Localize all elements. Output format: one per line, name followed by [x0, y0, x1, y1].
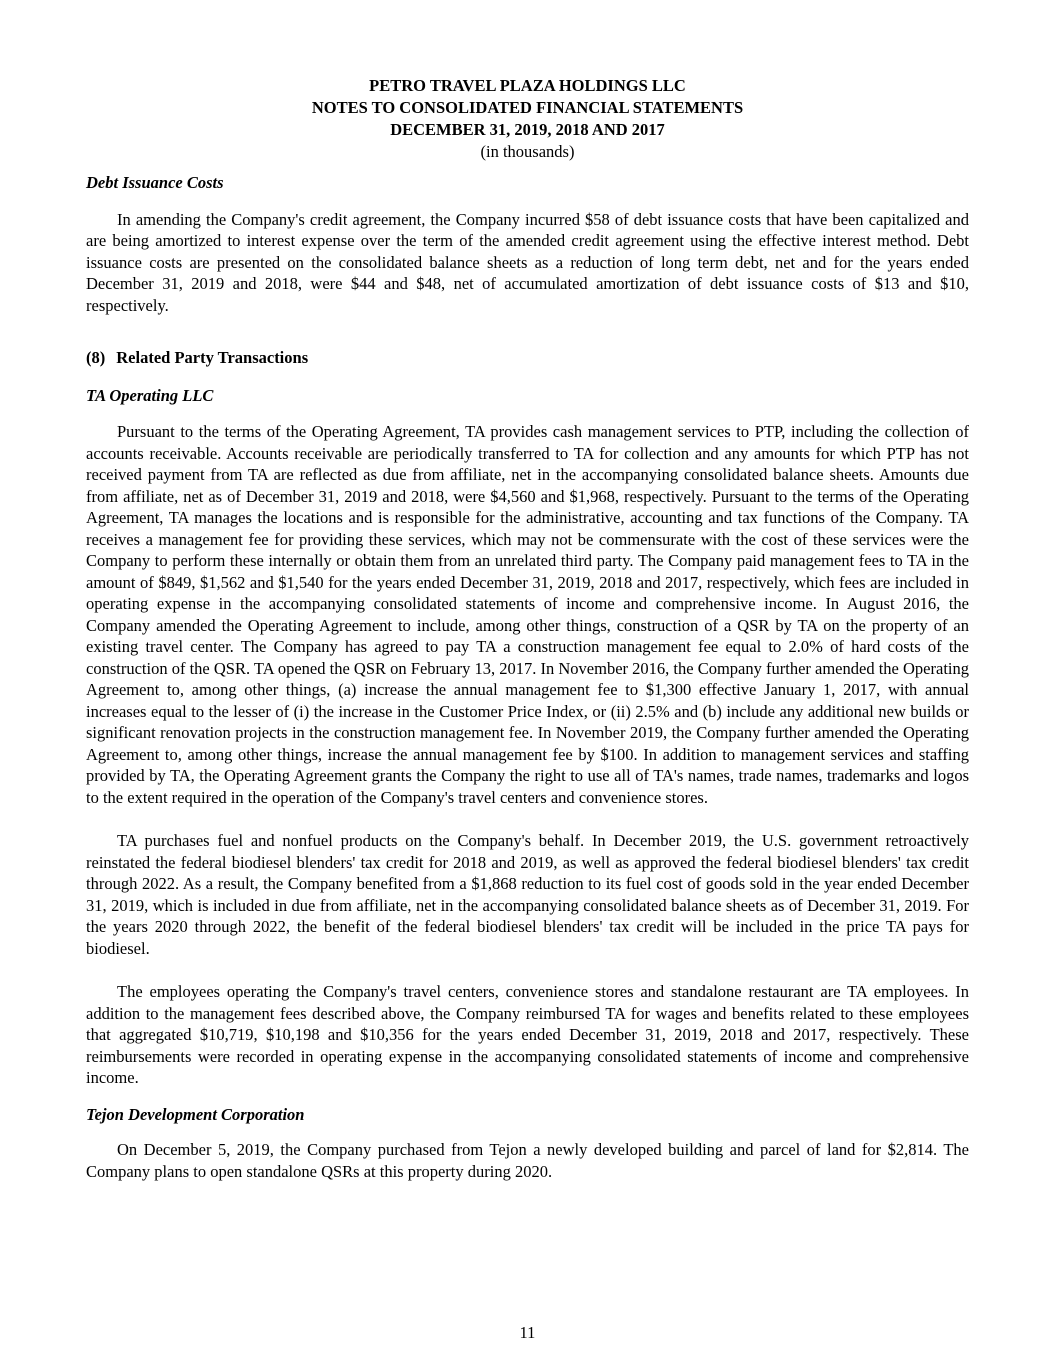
tejon-development-paragraph: On December 5, 2019, the Company purchased from Tejon a newly developed building and parcel of land for $2,814. The Company plans to open standalone QSRs at this property during 2020.	[86, 1140, 969, 1181]
section-number: (8)	[86, 348, 106, 367]
company-name: PETRO TRAVEL PLAZA HOLDINGS LLC	[369, 76, 686, 95]
ta-operating-llc-heading: TA Operating LLC	[86, 385, 214, 405]
section-title: Related Party Transactions	[116, 348, 309, 367]
tejon-development-heading: Tejon Development Corporation	[86, 1104, 305, 1124]
section-debt-issuance-costs	[86, 172, 969, 316]
section-related-party-transactions	[86, 347, 969, 1182]
ta-operating-paragraph-1: Pursuant to the terms of the Operating Agreement, TA provides cash management services to PTP, including the collection of accounts receivable. Accounts receivable are periodically transferred to TA for collection and any amounts for which PTP has not received payment from TA are reflected as due from affiliate, net in the accompanying consolidated balance sheets. Amounts due from affiliate, net as of December 31, 2019 and 2018, were $4,560 and $1,968, respectively. Pursuant to the terms of the Operating Agreement, TA manages the locations and is responsible for the administrative, accounting and tax functions of the Company. TA receives a management fee for providing these services, which may not be commensurate with the cost of these services were the Company to perform these internally or obtain them from an unrelated third party. The Company paid management fees to TA in the amount of $849, $1,562 and $1,540 for the years ended December 31, 2019, 2018 and 2017, respectively, which fees are included in operating expense in the accompanying consolidated statements of income and comprehensive income. In August 2016, the Company amended the Operating Agreement to include, among other things, construction of a QSR by TA on the property of an existing travel center. The Company has agreed to pay TA a construction management fee equal to 2.0% of hard costs of the construction of the QSR. TA opened the QSR on February 13, 2017. In November 2016, the Company further amended the Operating Agreement to, among other things, (a) increase the annual management fee to $1,300 effective January 1, 2017, with annual increases equal to the lesser of (i) the increase in the Customer Price Index, or (ii) 2.5% and (b) include any additional new builds or significant renovation projects in the construction management fee. In November 2019, the Company further amended the Operating Agreement to, among other things, increase the annual management fee by $100. In addition to management services and staffing provided by TA, the Operating Agreement grants the Company the right to use all of TA's names, trade names, trademarks and logos to the extent required in the operation of the Company's travel centers and convenience stores.	[86, 422, 969, 807]
debt-issuance-costs-paragraph: In amending the Company's credit agreement, the Company incurred $58 of debt issuance costs that have been capitalized and are being amortized to interest expense over the term of the amended credit agreement using the effective interest method. Debt issuance costs are presented on the consolidated balance sheets as a reduction of long term debt, net and for the years ended December 31, 2019 and 2018, were $44 and $48, net of accumulated amortization of debt issuance costs of $13 and $10, respectively.	[86, 209, 969, 315]
page-number: 11	[519, 1322, 536, 1342]
ta-operating-paragraph-2: TA purchases fuel and nonfuel products on the Company's behalf. In December 2019, the U.S. government retroactively reinstated the federal biodiesel blenders' tax credit for 2018 and 2019, as well as approved the federal biodiesel blenders' tax credit through 2022. As a result, the Company benefited from a $1,868 reduction to its fuel cost of goods sold in the year ended December 31, 2019, which is included in due from affiliate, net in the accompanying consolidated balance sheets as of December 31, 2019. For the years 2020 through 2022, the benefit of the federal biodiesel blenders' tax credit will be included in the price TA pays for biodiesel.	[86, 831, 969, 958]
units-note: (in thousands)	[480, 142, 575, 161]
related-party-transactions-heading	[86, 347, 969, 369]
document-header	[86, 75, 969, 163]
ta-operating-paragraph-3: The employees operating the Company's travel centers, convenience stores and standalone restaurant are TA employees. In addition to the management fees described above, the Company reimbursed TA for wages and benefits related to these employees that aggregated $10,719, $10,198 and $10,356 for the years ended December 31, 2019, 2018 and 2017, respectively. These reimbursements were recorded in operating expense in the accompanying consolidated statements of income and comprehensive income.	[86, 982, 969, 1087]
statement-period: DECEMBER 31, 2019, 2018 AND 2017	[390, 120, 665, 139]
statement-title: NOTES TO CONSOLIDATED FINANCIAL STATEMENTS	[311, 98, 744, 117]
debt-issuance-costs-heading: Debt Issuance Costs	[86, 173, 224, 192]
